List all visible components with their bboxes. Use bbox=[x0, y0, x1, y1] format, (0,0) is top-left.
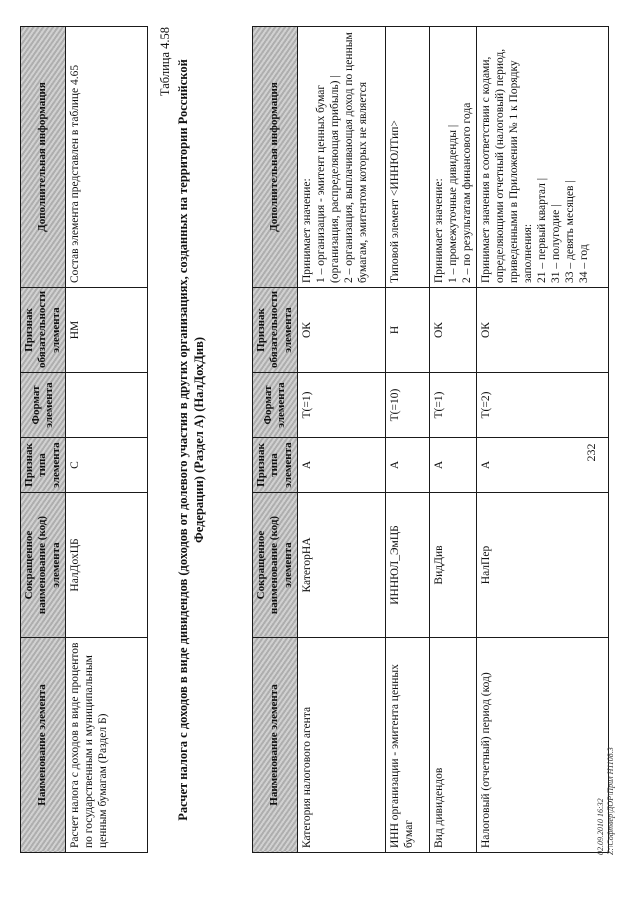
cell-info bbox=[298, 27, 386, 288]
cell-info bbox=[386, 27, 430, 288]
cell-code: НалДохЦБ bbox=[66, 493, 148, 638]
footer-date: 02.09.2010 16:32 bbox=[596, 798, 605, 855]
cell-type: А bbox=[477, 438, 609, 493]
cell-type: А bbox=[298, 438, 386, 493]
header-name: Наименование элемента bbox=[253, 638, 298, 853]
cell-name: Налоговый (отчетный) период (код) bbox=[477, 638, 609, 853]
cell-code: НалПер bbox=[477, 493, 609, 638]
header-name: Наименование элемента bbox=[21, 638, 66, 853]
info-line: 1 – организация - эмитент ценных бумаг (организация, распределяющая прибыль) | bbox=[315, 75, 342, 283]
header-info: Дополнительная информация bbox=[253, 27, 298, 288]
cell-required: Н bbox=[386, 288, 430, 373]
cell-required: ОК bbox=[477, 288, 609, 373]
cell-code: ВидДив bbox=[430, 493, 477, 638]
header-type: Признак типа элемента bbox=[253, 438, 298, 493]
cell-required: ОК bbox=[298, 288, 386, 373]
header-code: Сокращенное наименование (код) элемента bbox=[21, 493, 66, 638]
info-line: 1 – промежуточные дивиденды | bbox=[447, 124, 460, 283]
info-line: 33 – девять месяцев | bbox=[564, 180, 577, 283]
cell-format: T(=1) bbox=[298, 373, 386, 438]
table-header-row bbox=[253, 27, 298, 853]
table-row bbox=[298, 27, 386, 853]
header-code: Сокращенное наименование (код) элемента bbox=[253, 493, 298, 638]
footer-stamp bbox=[596, 747, 616, 855]
header-format: Формат элемента bbox=[253, 373, 298, 438]
cell-info: Состав элемента представлен в таблице 4.65 bbox=[66, 27, 148, 288]
info-line: Принимает значение: bbox=[301, 178, 314, 283]
info-line: 2 – организация, выплачивающая доход по ценным бумагам, эмитентом которых не является bbox=[343, 32, 370, 283]
table-row bbox=[430, 27, 477, 853]
cell-required: НМ bbox=[66, 288, 148, 373]
cell-format: T(=10) bbox=[386, 373, 430, 438]
info-line: Типовой элемент <ИННЮЛТип> bbox=[389, 120, 402, 283]
table-header-row bbox=[21, 27, 66, 853]
info-line: Принимает значение: bbox=[433, 178, 446, 283]
footer-path: Z:\Софтвер\ДОР\Прил Н1108.3 bbox=[606, 747, 615, 855]
header-required: Признак обязательности элемента bbox=[21, 288, 66, 373]
cell-name: Вид дивидендов bbox=[430, 638, 477, 853]
header-type: Признак типа элемента bbox=[21, 438, 66, 493]
table-elements-b bbox=[20, 26, 148, 853]
header-format: Формат элемента bbox=[21, 373, 66, 438]
info-line: 34 – год bbox=[578, 244, 591, 283]
cell-name: Категория налогового агента bbox=[298, 638, 386, 853]
table-row bbox=[386, 27, 430, 853]
cell-type: С bbox=[66, 438, 148, 493]
cell-format bbox=[66, 373, 148, 438]
info-line: Принимает значения в соответствии с кодами, определяющими отчетный (налоговый) период, приведенными в Приложении № 1 к Порядку заполнения: bbox=[480, 48, 535, 283]
cell-format: T(=2) bbox=[477, 373, 609, 438]
info-line: 31 – полугодие | bbox=[550, 204, 563, 283]
cell-code: ИННЮЛ_ЭмЦБ bbox=[386, 493, 430, 638]
cell-code: КатегорНА bbox=[298, 493, 386, 638]
header-info: Дополнительная информация bbox=[21, 27, 66, 288]
table-caption: Расчет налога с доходов в виде дивидендов (доходов от долевого участия в других организациях, созданных на территории Российской Федерации) (Раздел А) (НалДохДив) bbox=[176, 59, 206, 821]
cell-info bbox=[430, 27, 477, 288]
cell-name: ИНН организации - эмитента ценных бумаг bbox=[386, 638, 430, 853]
table-dividends bbox=[252, 26, 609, 853]
page-number: 232 bbox=[584, 443, 598, 462]
info-line: 21 – первый квартал | bbox=[536, 177, 549, 283]
cell-type: А bbox=[430, 438, 477, 493]
cell-format: T(=1) bbox=[430, 373, 477, 438]
info-line: 2 – по результатам финансового года bbox=[461, 102, 474, 283]
cell-type: А bbox=[386, 438, 430, 493]
table-row bbox=[66, 27, 148, 853]
cell-name: Расчет налога с доходов в виде процентов по государственным и муниципальным ценным бумагам (Раздел Б) bbox=[66, 638, 148, 853]
table-number: Таблица 4.58 bbox=[158, 27, 172, 97]
header-required: Признак обязательности элемента bbox=[253, 288, 298, 373]
cell-required: ОК bbox=[430, 288, 477, 373]
